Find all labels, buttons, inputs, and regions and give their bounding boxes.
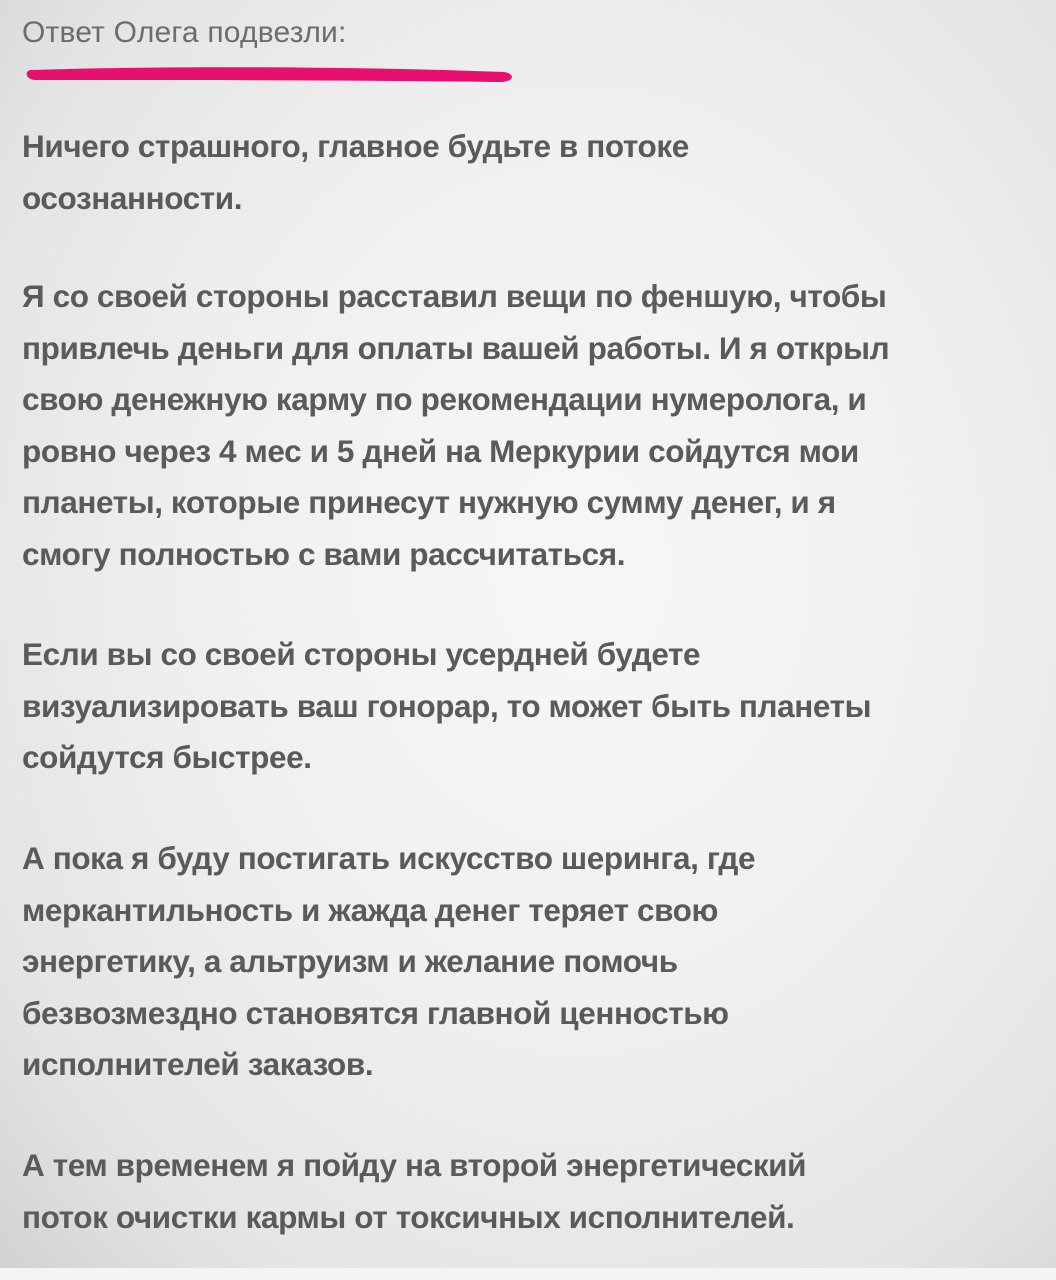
paragraph-3: Если вы со своей стороны усердней будете визуализировать ваш гонорар, то может быть планеты сойдутся быстрее. bbox=[22, 636, 872, 775]
heading-text: Ответ Олега подвезли: bbox=[22, 16, 347, 49]
paragraph-5: А тем временем я пойду на второй энергетический поток очистки кармы от токсичных исполнителей. bbox=[22, 1147, 807, 1235]
paragraph-1: Ничего страшного, главное будьте в потоке осознанности. bbox=[22, 128, 689, 216]
paragraph-2: Я со своей стороны расставил вещи по феншую, чтобы привлечь деньги для оплаты вашей работы. И я открыл свою денежную карму по рекомендации нумеролога, и ровно через 4 мес и 5 дней на Меркурии сойдутся мои планеты, которые принесут нужную сумму денег, и я смогу полностью с вами рассчитаться. bbox=[22, 278, 890, 572]
highlight-underline bbox=[26, 58, 512, 88]
bottom-border bbox=[0, 1268, 1056, 1280]
paragraph-4: А пока я буду постигать искусство шеринга, где меркантильность и жажда денег теряет свою энергетику, а альтруизм и желание помочь безвозмездно становятся главной ценностью исполнителей заказов. bbox=[22, 840, 756, 1082]
